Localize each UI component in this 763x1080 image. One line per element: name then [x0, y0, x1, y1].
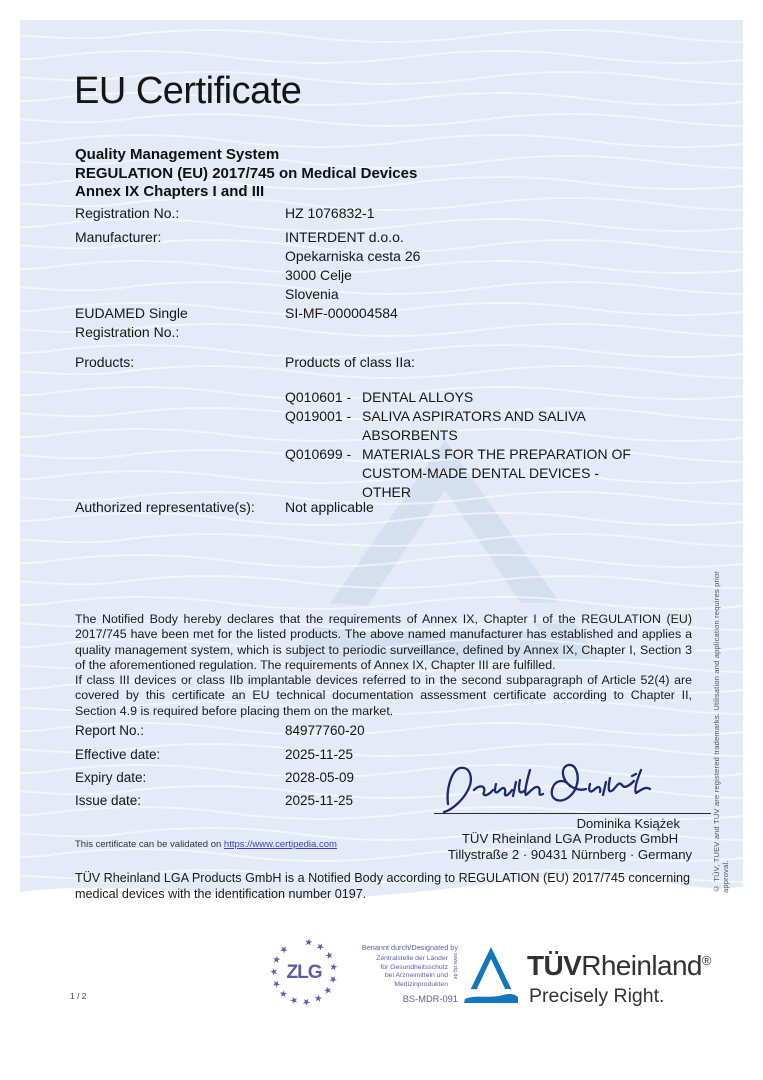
- certificate-subject: [75, 146, 417, 202]
- certipedia-link[interactable]: https://www.certipedia.com: [223, 839, 337, 850]
- product-name: DENTAL ALLOYS: [362, 389, 474, 405]
- expiry-date-value: 2028-05-09: [285, 770, 355, 785]
- handwritten-signature: [438, 760, 678, 816]
- zlg-org-line: Zentralstelle der Länder: [376, 955, 448, 962]
- manufacturer-row: [75, 228, 645, 304]
- effective-date-label: Effective date:: [75, 747, 161, 762]
- effective-date-value: 2025-11-25: [285, 747, 354, 762]
- tuv-wordmark-regular: Rheinland: [581, 950, 702, 981]
- report-no-row: [75, 721, 645, 740]
- registration-label: Registration No.:: [75, 205, 180, 221]
- zlg-form-code: BS-MDR-091: [402, 993, 458, 1004]
- declaration-text: [75, 612, 692, 719]
- issuer-address: Tillystraße 2 · 90431 Nürnberg · Germany: [447, 847, 693, 862]
- product-code: Q019001 -: [285, 408, 352, 424]
- authorized-rep-row: [75, 498, 645, 517]
- issue-date-value: 2025-11-25: [285, 793, 354, 808]
- zlg-star-ring: ★ ★ ★ ★ ★ ★ ★ ★ ★ ★ ★ ★ ★ ★: [268, 936, 340, 1008]
- product-code: Q010699 -: [285, 446, 352, 462]
- registration-value: HZ 1076832-1: [285, 205, 375, 221]
- manufacturer-city: 3000 Celje: [285, 267, 352, 283]
- eudamed-label-line1: EUDAMED Single: [75, 305, 188, 321]
- tuv-wordmark: [527, 950, 711, 982]
- authorized-rep-value: Not applicable: [285, 499, 374, 515]
- products-class-line: Products of class IIa:: [285, 354, 415, 370]
- validation-note: [75, 839, 337, 850]
- products-list: [285, 388, 645, 502]
- subject-line-regulation: REGULATION (EU) 2017/745 on Medical Devices: [75, 164, 418, 182]
- registered-trademark-symbol: ®: [701, 953, 711, 968]
- manufacturer-address: [285, 228, 645, 304]
- product-item: [285, 407, 645, 445]
- signature-stroke: [444, 765, 650, 812]
- notified-body-statement: TÜV Rheinland LGA Products GmbH is a Notified Body according to REGULATION (EU) 2017/745 concerning medical devices with the identification number 0197.: [75, 871, 691, 901]
- tuv-tagline: Precisely Right.: [529, 985, 665, 1007]
- products-label: Products:: [75, 354, 135, 370]
- zlg-website: www.zlg.de: [452, 953, 458, 980]
- tuv-wordmark-bold: TÜV: [527, 950, 582, 981]
- zlg-designation-block: [336, 943, 458, 1004]
- zlg-designated-by: Benannt durch/Designated by: [361, 943, 458, 952]
- eudamed-value: SI-MF-000004584: [285, 305, 398, 321]
- product-item: [285, 445, 645, 502]
- eudamed-label-line2: Registration No.:: [75, 324, 180, 340]
- signature-line: [434, 813, 711, 814]
- product-item: [285, 388, 645, 407]
- registration-row: [75, 204, 645, 223]
- product-name: MATERIALS FOR THE PREPARATION OF CUSTOM-MADE DENTAL DEVICES - OTHER: [362, 446, 631, 500]
- manufacturer-label: Manufacturer:: [75, 229, 162, 245]
- expiry-date-label: Expiry date:: [75, 770, 147, 785]
- eudamed-row: [75, 304, 645, 342]
- manufacturer-name: INTERDENT d.o.o.: [285, 229, 404, 245]
- eudamed-label: [75, 304, 285, 342]
- report-no-value: 84977760-20: [285, 723, 365, 738]
- products-row: [75, 353, 645, 502]
- authorized-rep-label: Authorized representative(s):: [75, 499, 255, 515]
- report-no-label: Report No.:: [75, 723, 145, 738]
- zlg-org-line: für Gesundheitsschutz: [380, 963, 448, 971]
- subject-line-annex: Annex IX Chapters I and III: [75, 183, 265, 200]
- zlg-lettering: ZLG: [286, 962, 322, 983]
- product-code: Q010601 -: [285, 389, 352, 405]
- tuv-rheinland-triangle-icon: [462, 945, 520, 1013]
- page-indicator: 1 / 2: [70, 991, 87, 1001]
- manufacturer-street: Opekarniska cesta 26: [285, 248, 421, 264]
- zlg-org-line: bei Arzneimitteln und: [384, 972, 448, 980]
- manufacturer-country: Slovenia: [285, 286, 339, 302]
- trademark-side-note: © TÜV, TUEV and TUV are registered trademarks. Utilisation and application requires prior approval.: [712, 570, 730, 893]
- validation-prefix: This certificate can be validated on: [75, 839, 224, 850]
- zlg-org-line: Medizinprodukten: [394, 981, 448, 989]
- product-name: SALIVA ASPIRATORS AND SALIVA ABSORBENTS: [362, 408, 586, 443]
- products-value: [285, 353, 645, 502]
- page-title: EU Certificate: [74, 70, 302, 112]
- issuer-company: TÜV Rheinland LGA Products GmbH: [461, 831, 679, 846]
- declaration-paragraph-1: The Notified Body hereby declares that the requirements of Annex IX, Chapter I of the REGULATION (EU) 2017/745 have been met for the listed products. The above named manufacturer has established and applies a quality management system, which is subject to periodic surveillance, defined by Annex IX, Chapter I, Section 3 of the aforementioned regulation. The requirements of Annex IX, Chapter III are fulfilled.: [75, 612, 692, 672]
- subject-line-qms: Quality Management System: [75, 146, 280, 163]
- zlg-logo-icon: [268, 936, 340, 1008]
- declaration-paragraph-2: If class III devices or class IIb implantable devices referred to in the second subparagraph of Article 52(4) are covered by this certificate an EU technical documentation assessment certificate according to Chapter II, Section 4.9 is required before placing them on the market.: [75, 673, 692, 718]
- issue-date-label: Issue date:: [75, 793, 142, 808]
- signatory-name: Dominika Książek: [576, 816, 680, 831]
